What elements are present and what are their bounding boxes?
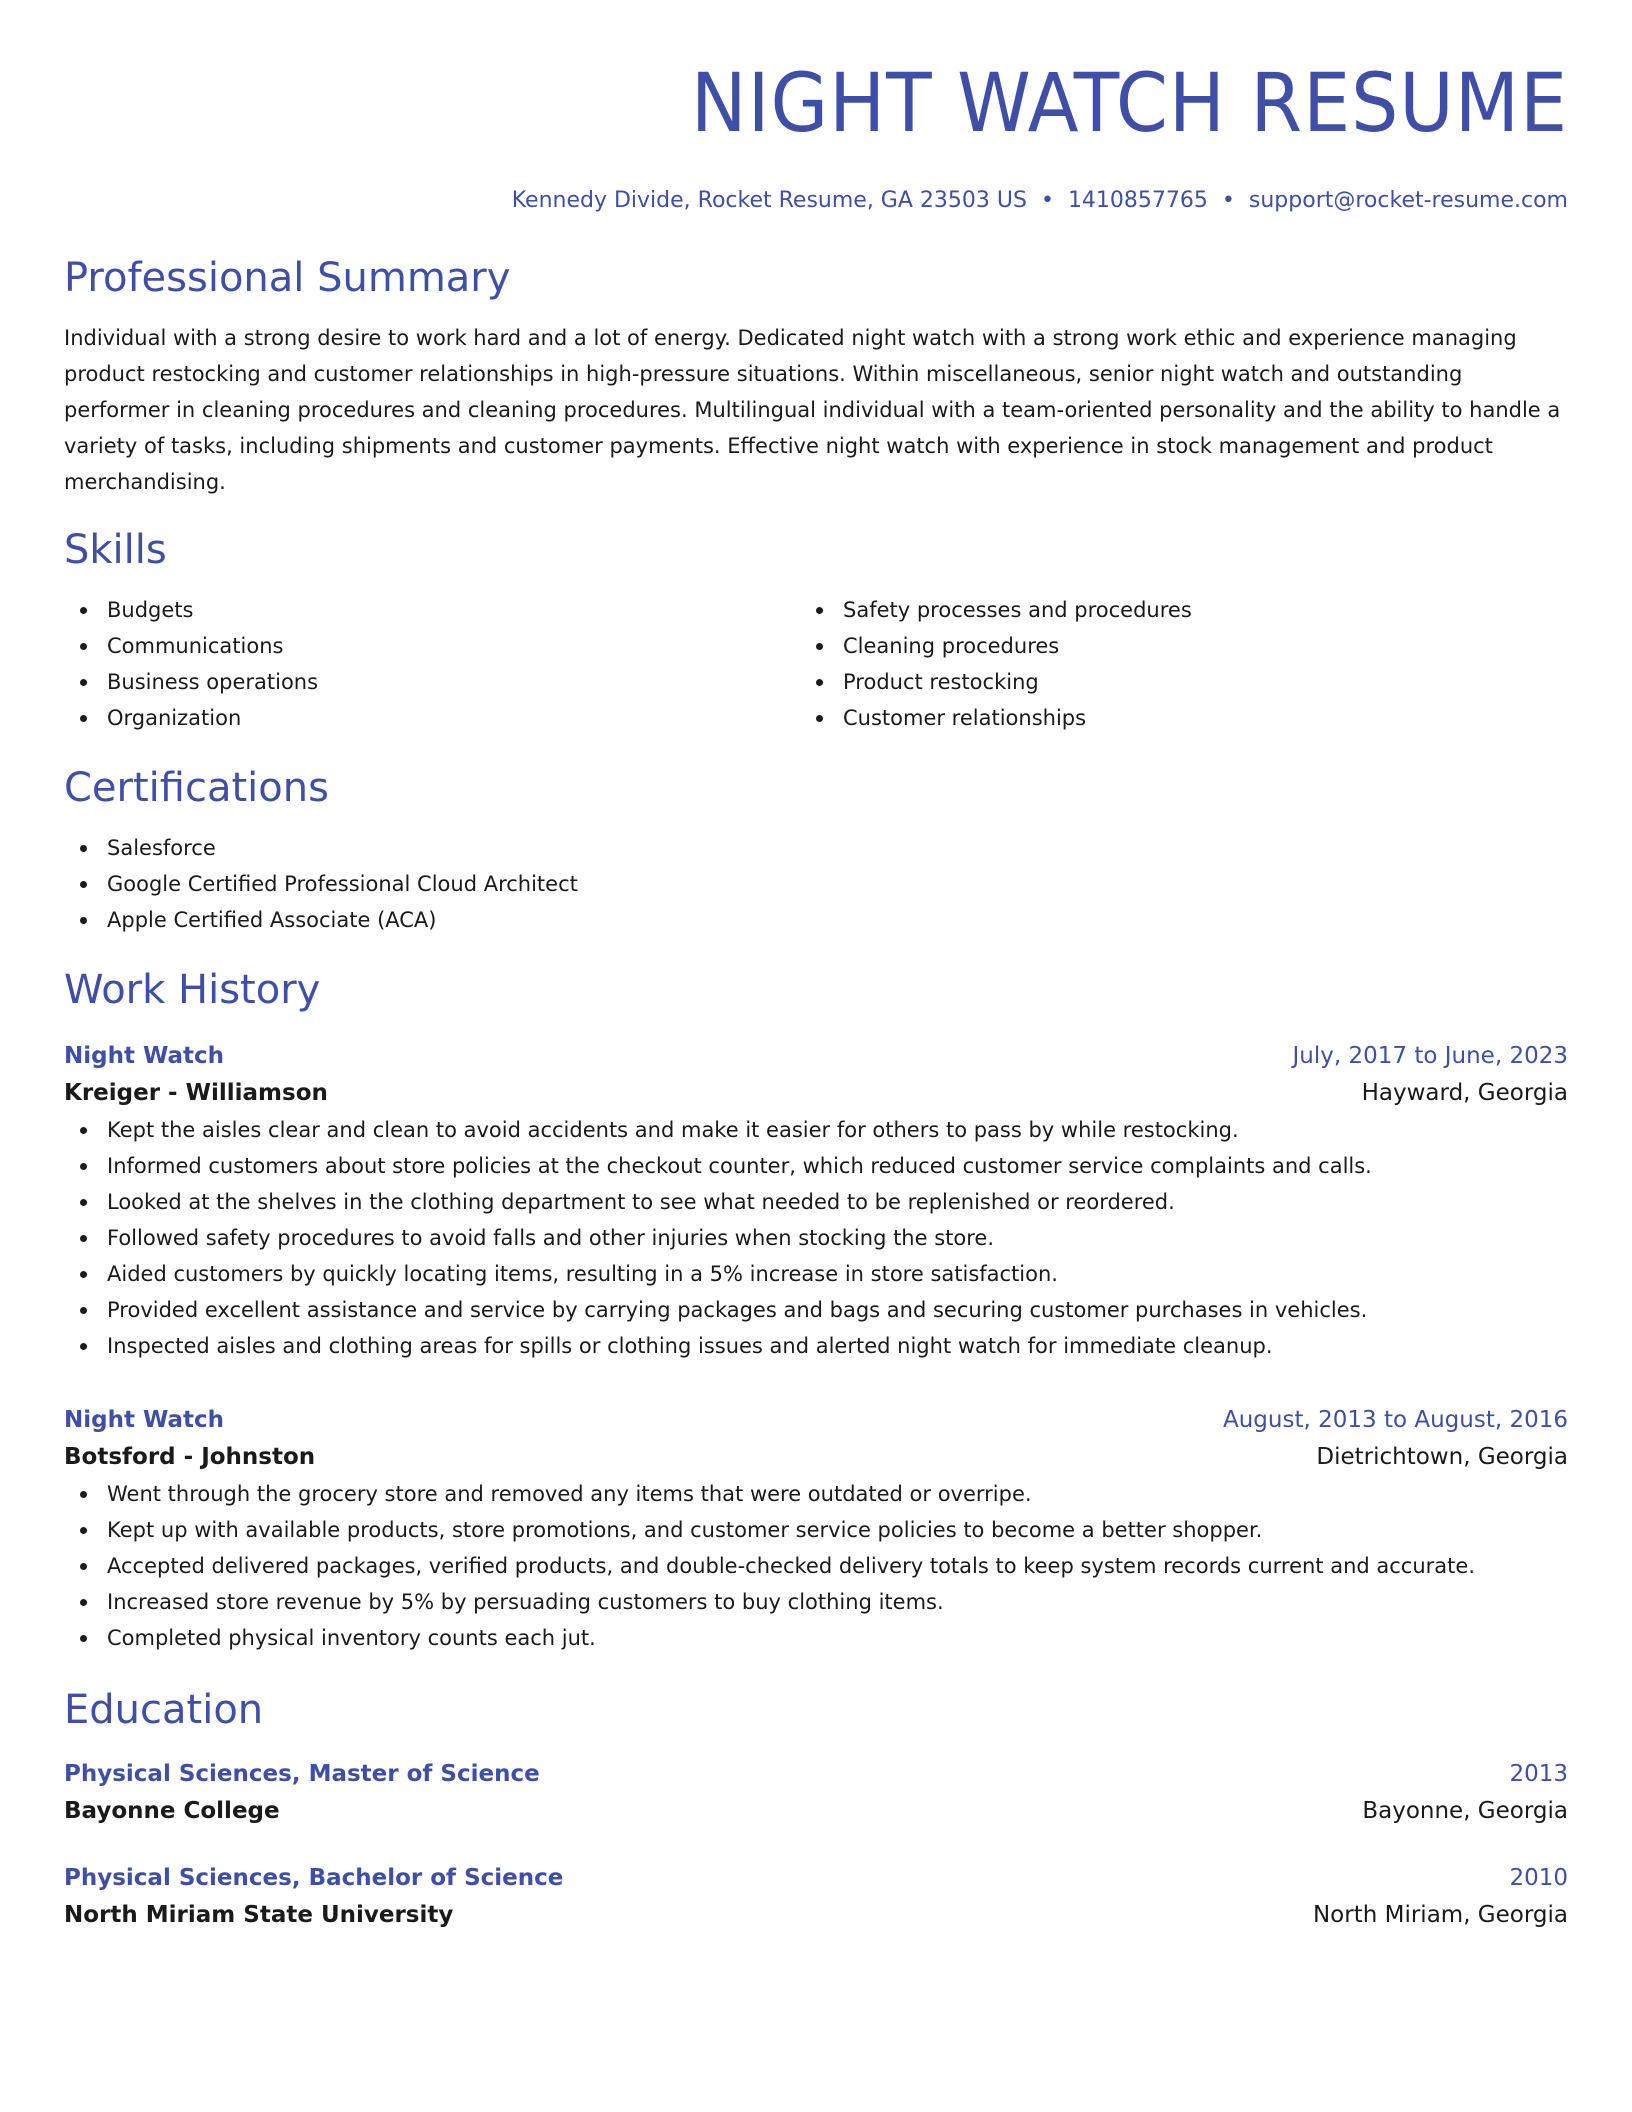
contact-address: Kennedy Divide, Rocket Resume, GA 23503 US: [511, 188, 1027, 213]
resume-name: NIGHT WATCH RESUME: [690, 57, 1568, 151]
work-history-heading: Work History: [64, 967, 321, 1013]
job-duty: Increased store revenue by 5% by persuading customers to buy clothing items.: [64, 1584, 1568, 1620]
education-school: North Miriam State University: [64, 1902, 454, 1928]
job-duty: Aided customers by quickly locating items, resulting in a 5% increase in store satisfaction.: [64, 1256, 1568, 1292]
job-duty: Kept the aisles clear and clean to avoid accidents and make it easier for others to pass by while restocking.: [64, 1112, 1568, 1148]
work-history-section: [64, 966, 1568, 1656]
job-employer-row: [64, 1438, 1568, 1476]
certifications-section: [64, 764, 1568, 938]
job-title: Night Watch: [64, 1043, 225, 1069]
skill-item: Product restocking: [800, 664, 1536, 700]
skill-item: Cleaning procedures: [800, 628, 1536, 664]
education-location: North Miriam, Georgia: [1312, 1902, 1568, 1928]
job-location: Hayward, Georgia: [1361, 1080, 1568, 1106]
skills-right-column: [800, 592, 1536, 736]
job-duty: Followed safety procedures to avoid falls and other injuries when stocking the store.: [64, 1220, 1568, 1256]
job-dates: August, 2013 to August, 2016: [1223, 1407, 1568, 1433]
education-school: Bayonne College: [64, 1798, 280, 1824]
job-header-row: [64, 1402, 1568, 1438]
job-duty: Went through the grocery store and removed any items that were outdated or overripe.: [64, 1476, 1568, 1512]
education-entry: [64, 1756, 1568, 1830]
skills-left-column: [64, 592, 800, 736]
skills-heading: Skills: [64, 527, 167, 573]
education-degree-row: [64, 1756, 1568, 1792]
education-entry: [64, 1860, 1568, 1934]
certifications-list: [64, 830, 1568, 938]
job-duty: Looked at the shelves in the clothing department to see what needed to be replenished or reordered.: [64, 1184, 1568, 1220]
job-duties-list: [64, 1476, 1568, 1656]
job-entry: [64, 1402, 1568, 1656]
skills-section: [64, 526, 1568, 736]
education-location: Bayonne, Georgia: [1362, 1798, 1568, 1824]
job-duty: Informed customers about store policies at the checkout counter, which reduced customer service complaints and calls.: [64, 1148, 1568, 1184]
job-company: Kreiger - Williamson: [64, 1080, 328, 1106]
education-year: 2013: [1509, 1761, 1568, 1787]
summary-text: Individual with a strong desire to work hard and a lot of energy. Dedicated night watch with a strong work ethic and experience managing product restocking and customer relationships in high-pressure situations. Within miscellaneous, senior night watch and outstanding performer in cleaning procedures and cleaning procedures. Multilingual individual with a team-oriented personality and the ability to handle a variety of tasks, including shipments and customer payments. Effective night watch with experience in stock management and product merchandising.: [64, 326, 1561, 494]
education-degree-row: [64, 1860, 1568, 1896]
job-duty: Accepted delivered packages, verified products, and double-checked delivery totals to keep system records current and accurate.: [64, 1548, 1568, 1584]
skill-item: Customer relationships: [800, 700, 1536, 736]
skill-item: Business operations: [64, 664, 800, 700]
job-location: Dietrichtown, Georgia: [1316, 1444, 1568, 1470]
certification-item: Google Certified Professional Cloud Architect: [64, 866, 1568, 902]
resume-header: [64, 56, 1568, 216]
job-entry: [64, 1038, 1568, 1364]
job-title: Night Watch: [64, 1407, 225, 1433]
job-duty: Kept up with available products, store promotions, and customer service policies to become a better shopper.: [64, 1512, 1568, 1548]
education-year: 2010: [1509, 1865, 1568, 1891]
skill-item: Budgets: [64, 592, 800, 628]
education-school-row: [64, 1896, 1568, 1934]
skill-item: Communications: [64, 628, 800, 664]
job-header-row: [64, 1038, 1568, 1074]
job-duties-list: [64, 1112, 1568, 1364]
skill-item: Organization: [64, 700, 800, 736]
education-degree: Physical Sciences, Bachelor of Science: [64, 1865, 564, 1891]
certification-item: Apple Certified Associate (ACA): [64, 902, 1568, 938]
education-school-row: [64, 1792, 1568, 1830]
job-employer-row: [64, 1074, 1568, 1112]
certifications-heading: Certifications: [64, 765, 329, 811]
skill-item: Safety processes and procedures: [800, 592, 1536, 628]
education-section: [64, 1686, 1568, 1934]
summary-section: [64, 254, 1568, 500]
contact-email[interactable]: support@rocket-resume.com: [1248, 188, 1568, 213]
contact-separator: •: [1040, 188, 1054, 213]
job-dates: July, 2017 to June, 2023: [1292, 1043, 1568, 1069]
job-duty: Provided excellent assistance and service by carrying packages and bags and securing customer purchases in vehicles.: [64, 1292, 1568, 1328]
education-heading: Education: [64, 1687, 264, 1733]
contact-separator: •: [1221, 188, 1235, 213]
certification-item: Salesforce: [64, 830, 1568, 866]
summary-heading: Professional Summary: [64, 255, 511, 301]
job-company: Botsford - Johnston: [64, 1444, 316, 1470]
job-duty: Inspected aisles and clothing areas for spills or clothing issues and alerted night watch for immediate cleanup.: [64, 1328, 1568, 1364]
job-duty: Completed physical inventory counts each jut.: [64, 1620, 1568, 1656]
skills-grid: [64, 592, 1568, 736]
contact-phone: 1410857765: [1067, 188, 1208, 213]
contact-line: [64, 186, 1568, 216]
education-degree: Physical Sciences, Master of Science: [64, 1761, 540, 1787]
